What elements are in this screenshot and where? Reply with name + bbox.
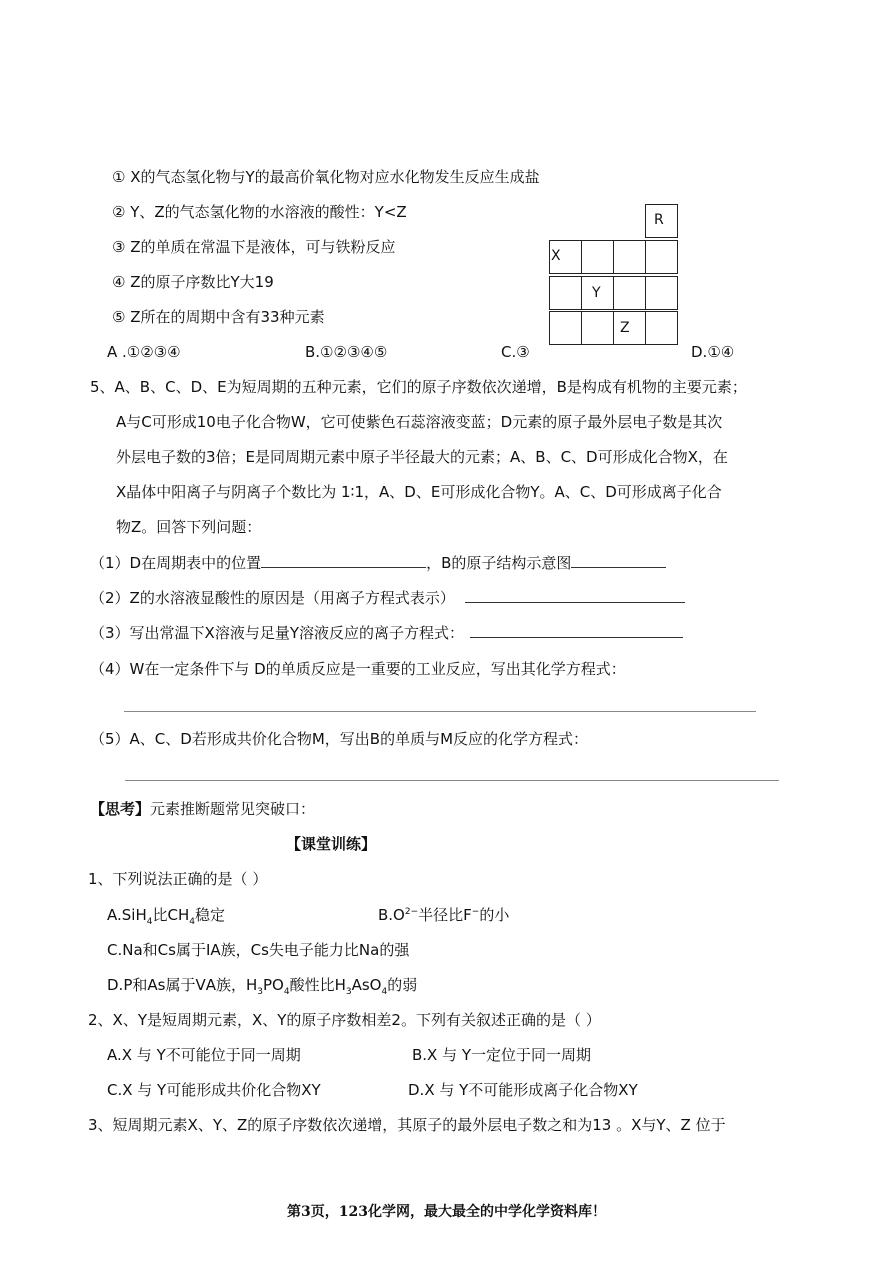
answer-line[interactable]	[125, 780, 779, 781]
q5-sub2	[90, 588, 685, 608]
table-cell	[549, 276, 582, 310]
q4-item-5: ⑤ Z所在的周期中含有33种元素	[112, 308, 325, 326]
answer-line[interactable]	[124, 711, 756, 712]
q5-sub1-text: （1）D在周期表中的位置	[90, 554, 262, 572]
table-cell	[581, 240, 614, 274]
table-cell	[549, 311, 582, 345]
t1-option-c: C.Na和Cs属于ⅠA族，Cs失电子能力比Na的强	[107, 941, 410, 959]
table-cell	[645, 311, 678, 345]
table-cell	[645, 240, 678, 274]
answer-blank[interactable]	[261, 553, 426, 568]
q5-sub3-text: （3）写出常温下X溶液与足量Y溶液反应的离子方程式：	[90, 624, 464, 642]
q5-stem-line-3: 外层电子数的3倍；E是同周期元素中原子半径最大的元素；A、B、C、D可形成化合物X，在	[116, 448, 728, 466]
q5-stem-line-4: X晶体中阳离子与阴离子个数比为 1∶1，A、D、E可形成化合物Y。A、C、D可形成离子化合	[116, 483, 722, 501]
q4-item-3: ③ Z的单质在常温下是液体，可与铁粉反应	[112, 238, 396, 256]
q5-sub3	[90, 623, 683, 643]
t2-stem: 2、X、Y是短周期元素，X、Y的原子序数相差2。下列有关叙述正确的是（ ）	[88, 1011, 601, 1029]
q5-sub5: （5）A、C、D若形成共价化合物M，写出B的单质与M反应的化学方程式：	[90, 730, 589, 748]
q4-item-1: ① X的气态氢化物与Y的最高价氧化物对应水化物发生反应生成盐	[112, 168, 540, 186]
t1-option-d: D.P和As属于ⅤA族，$H_3PO_4$酸性比$H_3AsO_4$的弱	[107, 976, 418, 997]
q5-sub1	[90, 553, 666, 573]
table-label-y: Y	[592, 285, 601, 301]
table-cell	[613, 240, 646, 274]
answer-blank[interactable]	[470, 623, 683, 638]
q5-sub2-text: （2）Z的水溶液显酸性的原因是（用离子方程式表示）	[90, 589, 455, 607]
q5-stem-line-5: 物Z。回答下列问题：	[116, 518, 262, 536]
table-cell	[613, 276, 646, 310]
table-label-x: X	[551, 248, 561, 264]
q5-sub4: （4）W在一定条件下与 D的单质反应是一重要的工业反应，写出其化学方程式：	[90, 660, 626, 678]
answer-blank[interactable]	[465, 588, 685, 603]
q4-option-a: A .①②③④	[107, 343, 181, 361]
think-text: 元素推断题常见突破口：	[150, 800, 316, 818]
q4-item-2: ② Y、Z的气态氢化物的水溶液的酸性：Y<Z	[112, 203, 407, 221]
think-line	[90, 799, 315, 819]
t2-option-a: A.X 与 Y不可能位于同一周期	[107, 1046, 301, 1064]
table-label-r: R	[654, 212, 664, 228]
q4-option-b: B.①②③④⑤	[305, 343, 388, 361]
q4-option-c: C.③	[501, 343, 530, 361]
q4-option-d: D.①④	[691, 343, 735, 361]
q5-stem-line-2: A与C可形成10电子化合物W，它可使紫色石蕊溶液变蓝；D元素的原子最外层电子数是其次	[116, 413, 723, 431]
table-label-z: Z	[620, 320, 630, 336]
table-cell	[645, 276, 678, 310]
answer-blank[interactable]	[571, 553, 666, 568]
think-label: 【思考】	[90, 800, 151, 818]
q5-stem-line-1: 5、A、B、C、D、E为短周期的五种元素，它们的原子序数依次递增，B是构成有机物的主要元素；	[90, 378, 747, 396]
section-title: 【课堂训练】	[286, 835, 377, 853]
t1-stem: 1、下列说法正确的是（ ）	[88, 870, 268, 888]
t3-stem: 3、短周期元素X、Y、Z的原子序数依次递增，其原子的最外层电子数之和为13 。X与Y、Z 位于	[88, 1116, 726, 1134]
t2-option-c: C.X 与 Y可能形成共价化合物XY	[107, 1081, 321, 1099]
t2-option-b: B.X 与 Y一定位于同一周期	[412, 1046, 592, 1064]
table-cell	[581, 311, 614, 345]
q5-sub1-text-b: ，B的原子结构示意图	[426, 554, 572, 572]
q4-item-4: ④ Z的原子序数比Y大19	[112, 273, 274, 291]
t1-option-b: $B.O^{2-}$半径比F−的小	[378, 906, 510, 924]
t1-option-a: A.SiH$_4$比$CH_4$稳定	[107, 906, 225, 927]
page-footer: 第3页，123化学网，最大最全的中学化学资料库！	[287, 1204, 606, 1220]
t2-option-d: D.X 与 Y不可能形成离子化合物XY	[408, 1081, 638, 1099]
